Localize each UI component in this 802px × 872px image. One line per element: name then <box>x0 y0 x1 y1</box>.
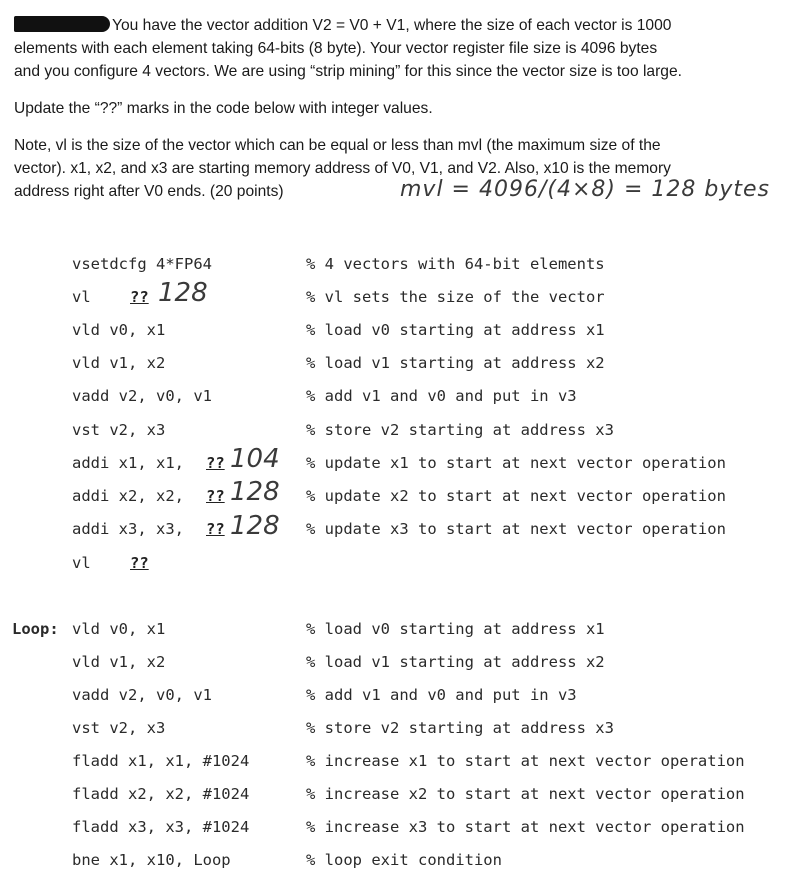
code-comment-setup-5: % store v2 starting at address x3 <box>306 421 614 439</box>
code-comment-loop-6: % increase x3 to start at next vector operation <box>306 818 745 836</box>
handwritten-x2-answer: 128 <box>230 477 280 507</box>
code-line-setup-8: addi x3, x3, <box>72 520 184 538</box>
code-line-loop-2: vadd v2, v0, v1 <box>72 686 212 704</box>
code-comment-loop-2: % add v1 and v0 and put in v3 <box>306 686 577 704</box>
code-line-setup-2: vld v0, x1 <box>72 321 166 339</box>
code-line-setup-9: vl <box>72 554 91 572</box>
handwritten-vl-answer: 128 <box>158 278 208 308</box>
code-line-loop-0: vld v0, x1 <box>72 620 166 638</box>
code-comment-loop-4: % increase x1 to start at next vector operation <box>306 752 745 770</box>
blank-addi-x1: ?? <box>206 454 225 472</box>
code-line-loop-5: fladd x2, x2, #1024 <box>72 785 250 803</box>
code-line-setup-1: vl <box>72 288 91 306</box>
code-comment-setup-0: % 4 vectors with 64-bit elements <box>306 255 605 273</box>
code-comment-loop-1: % load v1 starting at address x2 <box>306 653 605 671</box>
code-line-loop-7: bne x1, x10, Loop <box>72 851 231 869</box>
code-line-loop-3: vst v2, x3 <box>72 719 166 737</box>
code-line-setup-5: vst v2, x3 <box>72 421 166 439</box>
note-line-1: Note, vl is the size of the vector which can be equal or less than mvl (the maximum size of the <box>14 137 661 154</box>
code-line-setup-0: vsetdcfg 4*FP64 <box>72 255 212 273</box>
code-line-loop-4: fladd x1, x1, #1024 <box>72 752 250 770</box>
code-comment-setup-8: % update x3 to start at next vector operation <box>306 520 726 538</box>
intro-line-3: and you configure 4 vectors. We are using “strip mining” for this since the vector size is too large. <box>14 63 682 80</box>
code-line-loop-6: fladd x3, x3, #1024 <box>72 818 250 836</box>
intro-line-1-text: You have the vector addition V2 = V0 + V1, where the size of each vector is 1000 <box>112 17 672 34</box>
update-note: Update the “??” marks in the code below with integer values. <box>14 100 433 117</box>
code-comment-setup-7: % update x2 to start at next vector operation <box>306 487 726 505</box>
intro-line-1 <box>14 16 671 36</box>
code-line-setup-7: addi x2, x2, <box>72 487 184 505</box>
code-line-loop-1: vld v1, x2 <box>72 653 166 671</box>
code-comment-setup-3: % load v1 starting at address x2 <box>306 354 605 372</box>
intro-line-2: elements with each element taking 64-bits (8 byte). Your vector register file size is 4096 bytes <box>14 40 658 57</box>
handwritten-x3-answer: 128 <box>230 511 280 541</box>
redacted-block <box>14 16 110 32</box>
code-comment-setup-1: % vl sets the size of the vector <box>306 288 605 306</box>
blank-vl: ?? <box>130 288 149 306</box>
note-line-3: address right after V0 ends. (20 points) <box>14 183 284 200</box>
code-comment-setup-4: % add v1 and v0 and put in v3 <box>306 387 577 405</box>
handwritten-mvl-calc: mvl = 4096/(4×8) = 128 bytes <box>400 177 770 202</box>
handwritten-x1-answer: 104 <box>230 444 280 474</box>
code-comment-loop-3: % store v2 starting at address x3 <box>306 719 614 737</box>
code-comment-loop-0: % load v0 starting at address x1 <box>306 620 605 638</box>
note-line-2: vector). x1, x2, and x3 are starting memory address of V0, V1, and V2. Also, x10 is the memory <box>14 160 671 177</box>
code-line-setup-4: vadd v2, v0, v1 <box>72 387 212 405</box>
code-comment-setup-2: % load v0 starting at address x1 <box>306 321 605 339</box>
blank-addi-x3: ?? <box>206 520 225 538</box>
code-comment-setup-6: % update x1 to start at next vector operation <box>306 454 726 472</box>
code-comment-loop-7: % loop exit condition <box>306 851 502 869</box>
code-line-setup-6: addi x1, x1, <box>72 454 184 472</box>
blank-addi-x2: ?? <box>206 487 225 505</box>
blank-vl-final: ?? <box>130 554 149 572</box>
code-line-setup-3: vld v1, x2 <box>72 354 166 372</box>
code-comment-loop-5: % increase x2 to start at next vector operation <box>306 785 745 803</box>
loop-label: Loop: <box>12 620 59 638</box>
